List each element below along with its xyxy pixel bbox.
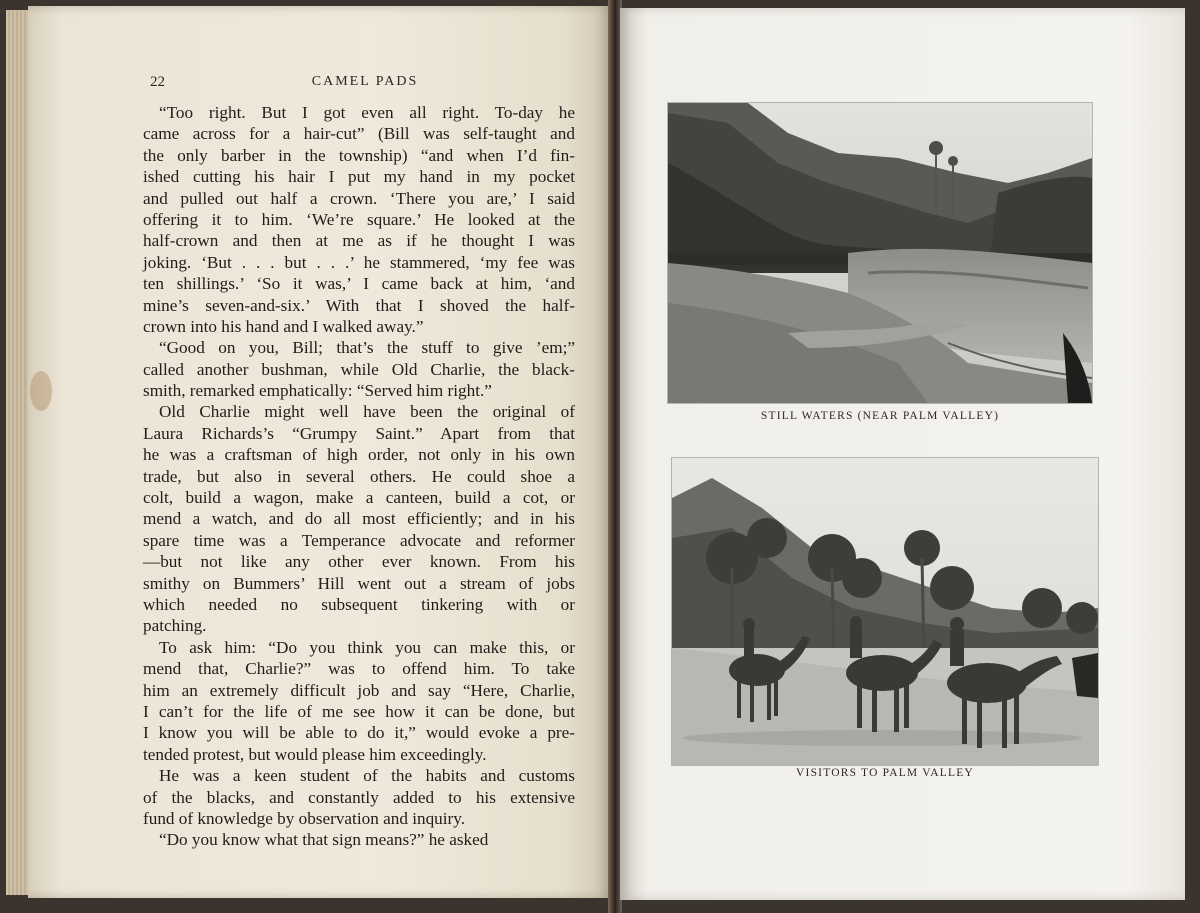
photo-still-waters [668,103,1092,403]
text-line: Old Charlie might well have been the original of [159,402,575,422]
text-line: I know you will be able to do it,” would evoke a pre- [143,723,575,743]
text-line: called another bushman, while Old Charlie, the black- [143,359,575,379]
text-line: offering it to him. ‘We’re square.’ He looked at the [143,209,575,229]
caption-still-waters: STILL WATERS (NEAR PALM VALLEY) [760,410,1000,422]
text-line: I can’t for the life of me see how it can be done, but [143,701,575,721]
text-line: tended protest, but would please him exceedingly. [143,744,487,764]
page-number: 22 [150,74,165,90]
text-line: “Too right. But I got even all right. To-day he [159,103,575,122]
text-line: him an extremely difficult job and say “Here, Charlie, [143,680,575,700]
text-line: mend a watch, and do all most efficiently; and in his [143,509,575,529]
text-line: —but not like any other ever known. From his [143,552,575,572]
text-line: colt, build a wagon, make a canteen, build a cot, or [143,488,575,508]
text-line: half-crown and then at me as if he thought I was [143,231,575,251]
text-line: the only barber in the township) “and when I’d fin- [143,145,575,165]
text-line: crown into his hand and I walked away.” [143,316,424,336]
text-line: of the blacks, and constantly added to his extensive [143,787,575,807]
text-line: came across for a hair-cut” (Bill was self-taught and [143,124,575,144]
text-line: fund of knowledge by observation and inquiry. [143,808,466,828]
text-line: which needed no subsequent tinkering with or [143,594,575,614]
running-head [150,74,580,96]
text-line: spare time was a Temperance advocate and reformer [143,530,575,550]
text-line: mend that, Charlie?” was to offend him. To take [143,659,575,679]
photo-visitors [672,458,1098,765]
text-line: To ask him: “Do you think you can make this, or [159,637,575,657]
text-line: ten shillings.’ ‘So it was,’ I came back at him, ‘and [143,274,575,294]
text-line: He was a keen student of the habits and customs [159,766,575,786]
text-line: mine’s seven-and-six.’ With that I shoved the half- [143,295,575,315]
text-line: and pulled out half a crown. ‘There you are,’ I said [143,188,575,208]
text-line: joking. ‘But . . . but . . .’ he stammered, ‘my fee was [143,252,575,272]
caption-visitors: VISITORS TO PALM VALLEY [796,767,974,779]
text-line: trade, but also in several others. He could shoe a [143,466,575,486]
text-line: “Good on you, Bill; that’s the stuff to give ’em;” [159,338,575,358]
foxing-stain [30,371,52,411]
text-line: Laura Richards’s “Grumpy Saint.” Apart from that [143,423,575,443]
text-line: ished cutting his hair I put my hand in my pocket [143,167,575,187]
still-waters-image [668,103,1092,403]
text-line: “Do you know what that sign means?” he asked [159,830,489,850]
text-line: he was a craftsman of high order, not only in his own [143,445,575,465]
running-title: CAMEL PADS [311,74,419,89]
text-line: patching. [143,616,207,636]
text-line: smith, remarked emphatically: “Served him right.” [143,381,492,401]
visitors-image [672,458,1098,765]
text-line: smithy on Bummers’ Hill went out a stream of jobs [143,573,575,593]
body-text [143,102,575,851]
